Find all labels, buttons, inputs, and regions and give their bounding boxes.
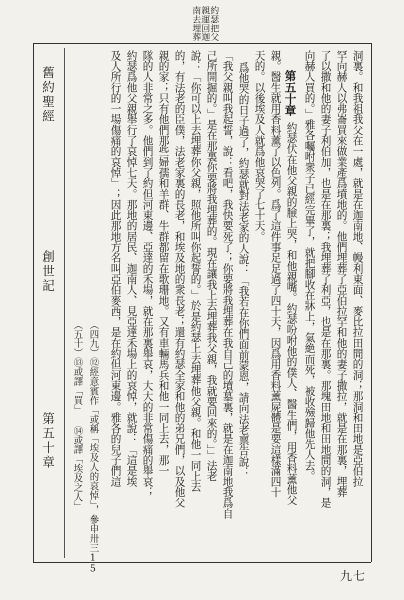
frame-top-rule [33, 43, 371, 44]
chapter-label: 第五十章 [40, 412, 56, 470]
section-title: 創世記 [40, 250, 56, 294]
body-line: 罕向赫人以弗崙買來做業產爲墳地的。他們埋葬了亞伯拉罕和他的妻子撒拉，就是在那裏，埋葬 [335, 50, 348, 498]
body-line: 了以撒和他的妻子利伯加，也是在那裏；我埋葬了利亞，也是在那裏。那塊田地和田地間的洞，是 [319, 50, 332, 508]
footnote-line: （五十）⑬或譯「買」 ⑭或譯「埃及之人」 [71, 320, 83, 512]
body-line: 說：「你可以上去埋葬你父親，照他所叫你起誓的。」於是約瑟上去埋葬他父親。和他一同上去 [189, 50, 202, 492]
body-line: 「我父親叫我起誓，說：看吧，我快要死了；你要將我埋葬在我自己的墳墓裏，就是在迦南地我爲自 [221, 50, 234, 519]
footnote-line: （四九）⑫經意賓作「或稱「埃及人的哀悼」，參申卅三15 [87, 320, 99, 575]
body-line: 洞裏。和我祖我父在一處，就是在迦南地、幔利東面、麥比拉田間的洞；那洞和田地是亞伯拉 [351, 50, 364, 487]
body-line: 爲他哭的日子過了，約瑟就對法老家的人說：「我若在你們面前蒙恩，請向法老禀告說： [237, 62, 250, 478]
body-line: 親的家；只有他們那些婦孺和羊群、牛群都留在歌珊地。又有車輛馬兵和他一同上去，那一 [157, 50, 170, 476]
thumb-tab-line: 親運回迦 [199, 6, 210, 42]
frame-bottom-rule [33, 562, 371, 563]
body-line: 向赫人買的。」雅各囑咐衆子已經完畢了，就把腳收在牀上，氣絶而死，被收殮歸他先人去。 [303, 50, 316, 482]
body-line: 親。醫生就用香料薰了以色列。爲了這件事足足過了四十天，因爲用香料薰屍體是要這樣滿四十 [269, 50, 282, 498]
body-line: 約瑟伏在他父親的臉上哭，和他親嘴。約瑟吩咐他的僕人、醫生們，用香料薰他父 [285, 122, 298, 506]
frame-right-rule [371, 43, 372, 562]
body-line: 的，有法老的臣僕，法老家裏的長老，和埃及地的衆長老；還有約瑟全家和他的弟兄們，以及他父 [173, 50, 186, 508]
body-line: 及人所行的一場傷痛的哀悼」；因此那地方名叫亞伯麥西，是在約但河東邊。雅各的兒子們這 [109, 50, 122, 487]
body-line: 己所開掘的。」是在那裏你要將我埋葬的。現在讓我上去埋葬我父親，我就要回來的。」」法老 [205, 50, 218, 482]
body-line: 約瑟爲他父親舉行了哀悼七天。那地的居民、迦南人、見亞達禾場上的哀悼，就說：「這是埃 [125, 50, 138, 487]
book-title: 舊約聖經 [40, 66, 56, 124]
body-line: 天的。以後埃及人就爲他哀哭了七十天。 [253, 50, 266, 242]
body-divider-rule [64, 48, 65, 558]
thumb-tab-line: 南去埋葬 [190, 6, 201, 42]
thumb-tab-line: 約瑟把父 [208, 6, 219, 42]
chapter-heading: 第五十章 [283, 70, 298, 116]
frame-left-rule [33, 43, 34, 562]
page-number: 九七 [340, 569, 367, 583]
body-line: 隊的人非常之多。他們到了約但河東邊、亞達的禾場，就在那裏舉哀，大大的非常傷痛的舉哀； [141, 50, 154, 498]
chapter-thumb-tab [190, 6, 218, 43]
